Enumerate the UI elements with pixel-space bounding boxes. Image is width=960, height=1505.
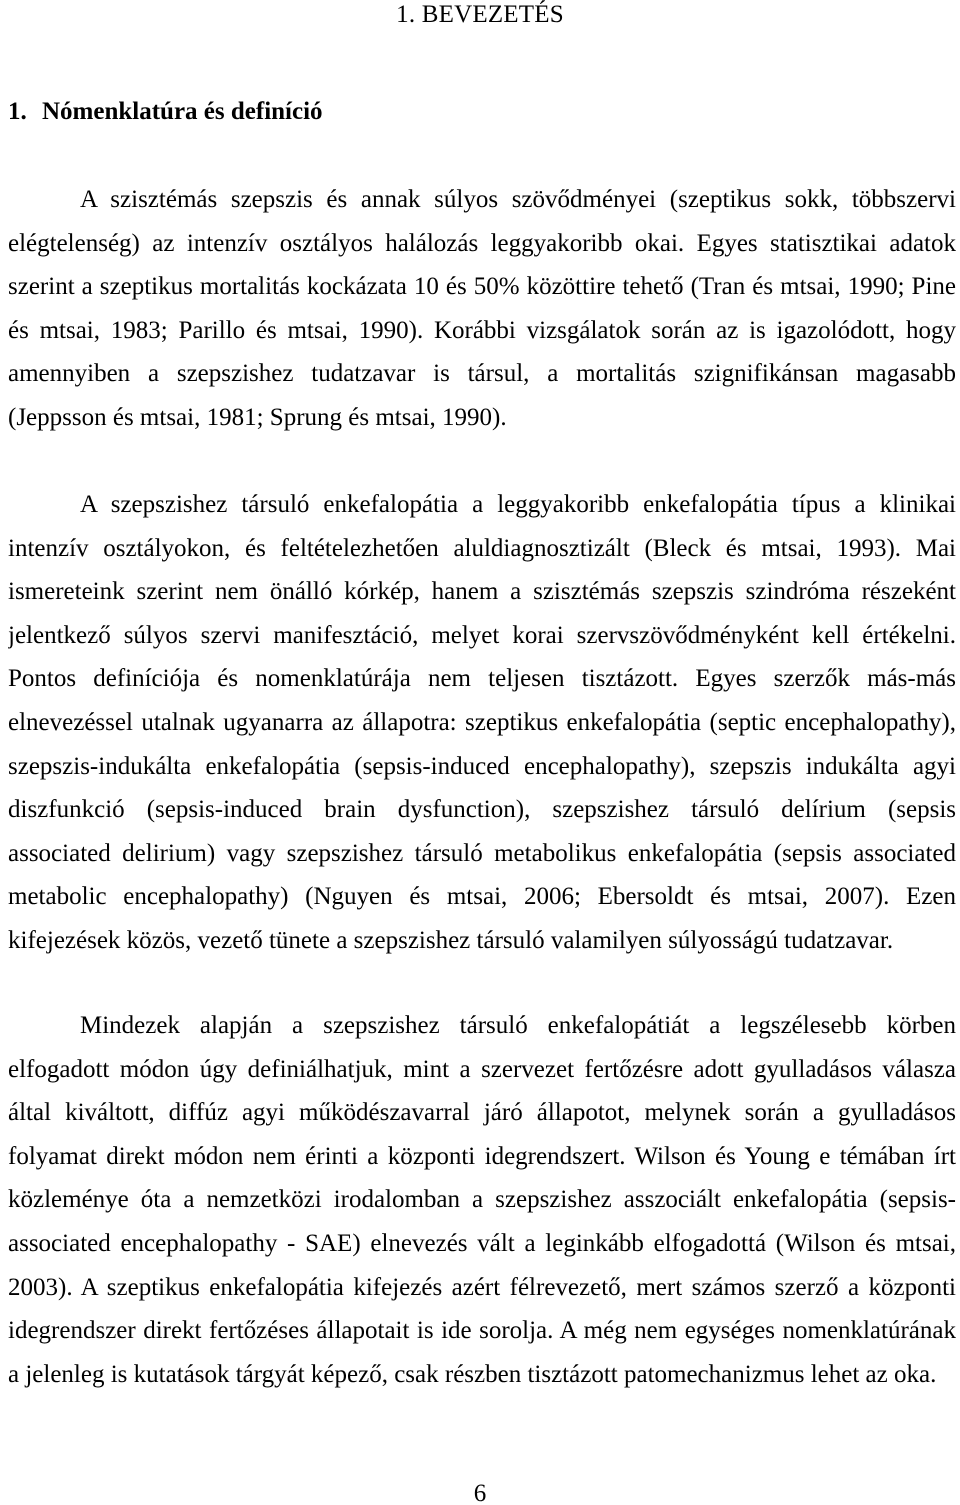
paragraph <box>8 178 956 440</box>
paragraph-line: és mtsai, 1983; Parillo és mtsai, 1990). Korábbi vizsgálatok során az is igazolódott, hogy <box>8 316 956 344</box>
paragraph-line: (Jeppsson és mtsai, 1981; Sprung és mtsai, 1990). <box>8 403 507 431</box>
paragraph-line: szerint a szeptikus mortalitás kockázata 10 és 50% közöttire tehető (Tran és mtsai, 1990; Pine <box>8 273 956 301</box>
paragraph-line: A szepszishez társuló enkefalopátia a leggyakoribb enkefalopátia típus a klinikai <box>80 491 956 518</box>
paragraph-line: associated delirium) vagy szepszishez társuló metabolikus enkefalopátia (sepsis associated <box>8 839 956 867</box>
paragraph-line: folyamat direkt módon nem érinti a központi idegrendszert. Wilson és Young e témában írt <box>8 1142 956 1170</box>
page-number: 6 <box>473 1480 487 1505</box>
paragraph <box>8 483 956 963</box>
paragraph-line: A szisztémás szepszis és annak súlyos szövődményei (szeptikus sokk, többszervi <box>80 186 956 213</box>
paragraph-line: elfogadott módon úgy definiálhatjuk, mint a szervezet fertőzésre adott gyulladásos válasza <box>8 1055 956 1083</box>
paragraph-line: elégtelenség) az intenzív osztályos halálozás leggyakoribb okai. Egyes statisztikai adatok <box>8 229 956 257</box>
paragraph-line: szepszis-indukálta enkefalopátia (sepsis-induced encephalopathy), szepszis indukálta agyi <box>8 752 956 780</box>
paragraph-line: elnevezéssel utalnak ugyanarra az állapotra: szeptikus enkefalopátia (septic encephalopathy), <box>8 708 956 736</box>
paragraph-line: közleménye óta a nemzetközi irodalomban a szepszishez asszociált enkefalopátia (sepsis- <box>8 1186 956 1214</box>
paragraph <box>8 1004 956 1396</box>
paragraph-line: Mindezek alapján a szepszishez társuló enkefalopátiát a legszélesebb körben <box>80 1012 956 1039</box>
paragraph-line: 2003). A szeptikus enkefalopátia kifejezés azért félrevezető, mert számos szerző a központi <box>8 1273 956 1301</box>
paragraph-line: associated encephalopathy - SAE) elnevezés vált a leginkább elfogadottá (Wilson és mtsai, <box>8 1229 956 1257</box>
paragraph-line: amennyiben a szepszishez tudatzavar is társul, a mortalitás szignifikánsan magasabb <box>8 360 956 388</box>
paragraph-line: jelentkező súlyos szervi manifesztáció, melyet korai szervszövődményként kell értékelni. <box>8 621 956 649</box>
paragraph-line: diszfunkció (sepsis-induced brain dysfunction), szepszishez társuló delírium (sepsis <box>8 796 956 824</box>
paragraph-line: ismereteink szerint nem önálló kórkép, hanem a szisztémás szepszis szindróma részeként <box>8 578 956 606</box>
paragraph-line: metabolic encephalopathy) (Nguyen és mtsai, 2006; Ebersoldt és mtsai, 2007). Ezen <box>8 883 956 911</box>
paragraph-line: intenzív osztályokon, és feltételezhetően aluldiagnosztizált (Bleck és mtsai, 1993). Mai <box>8 534 956 562</box>
paragraph-line: a jelenleg is kutatások tárgyát képező, csak részben tisztázott patomechanizmus lehet az oka. <box>8 1360 937 1388</box>
paragraph-line: kifejezések közös, vezető tünete a szepszishez társuló valamilyen súlyosságú tudatzavar. <box>8 926 894 954</box>
chapter-title: 1. BEVEZETÉS <box>396 1 564 28</box>
section-heading <box>8 90 323 134</box>
paragraph-line: által kiváltott, diffúz agyi működészavarral járó állapotot, melynek során a gyulladásos <box>8 1099 956 1127</box>
paragraph-line: idegrendszer direkt fertőzéses állapotait is ide sorolja. A még nem egységes nomenklatúrának <box>8 1317 956 1345</box>
section-number: 1. <box>8 98 27 125</box>
paragraph-line: Pontos definíciója és nomenklatúrája nem teljesen tisztázott. Egyes szerzők más-más <box>8 665 956 693</box>
section-title: Nómenklatúra és definíció <box>42 98 323 125</box>
